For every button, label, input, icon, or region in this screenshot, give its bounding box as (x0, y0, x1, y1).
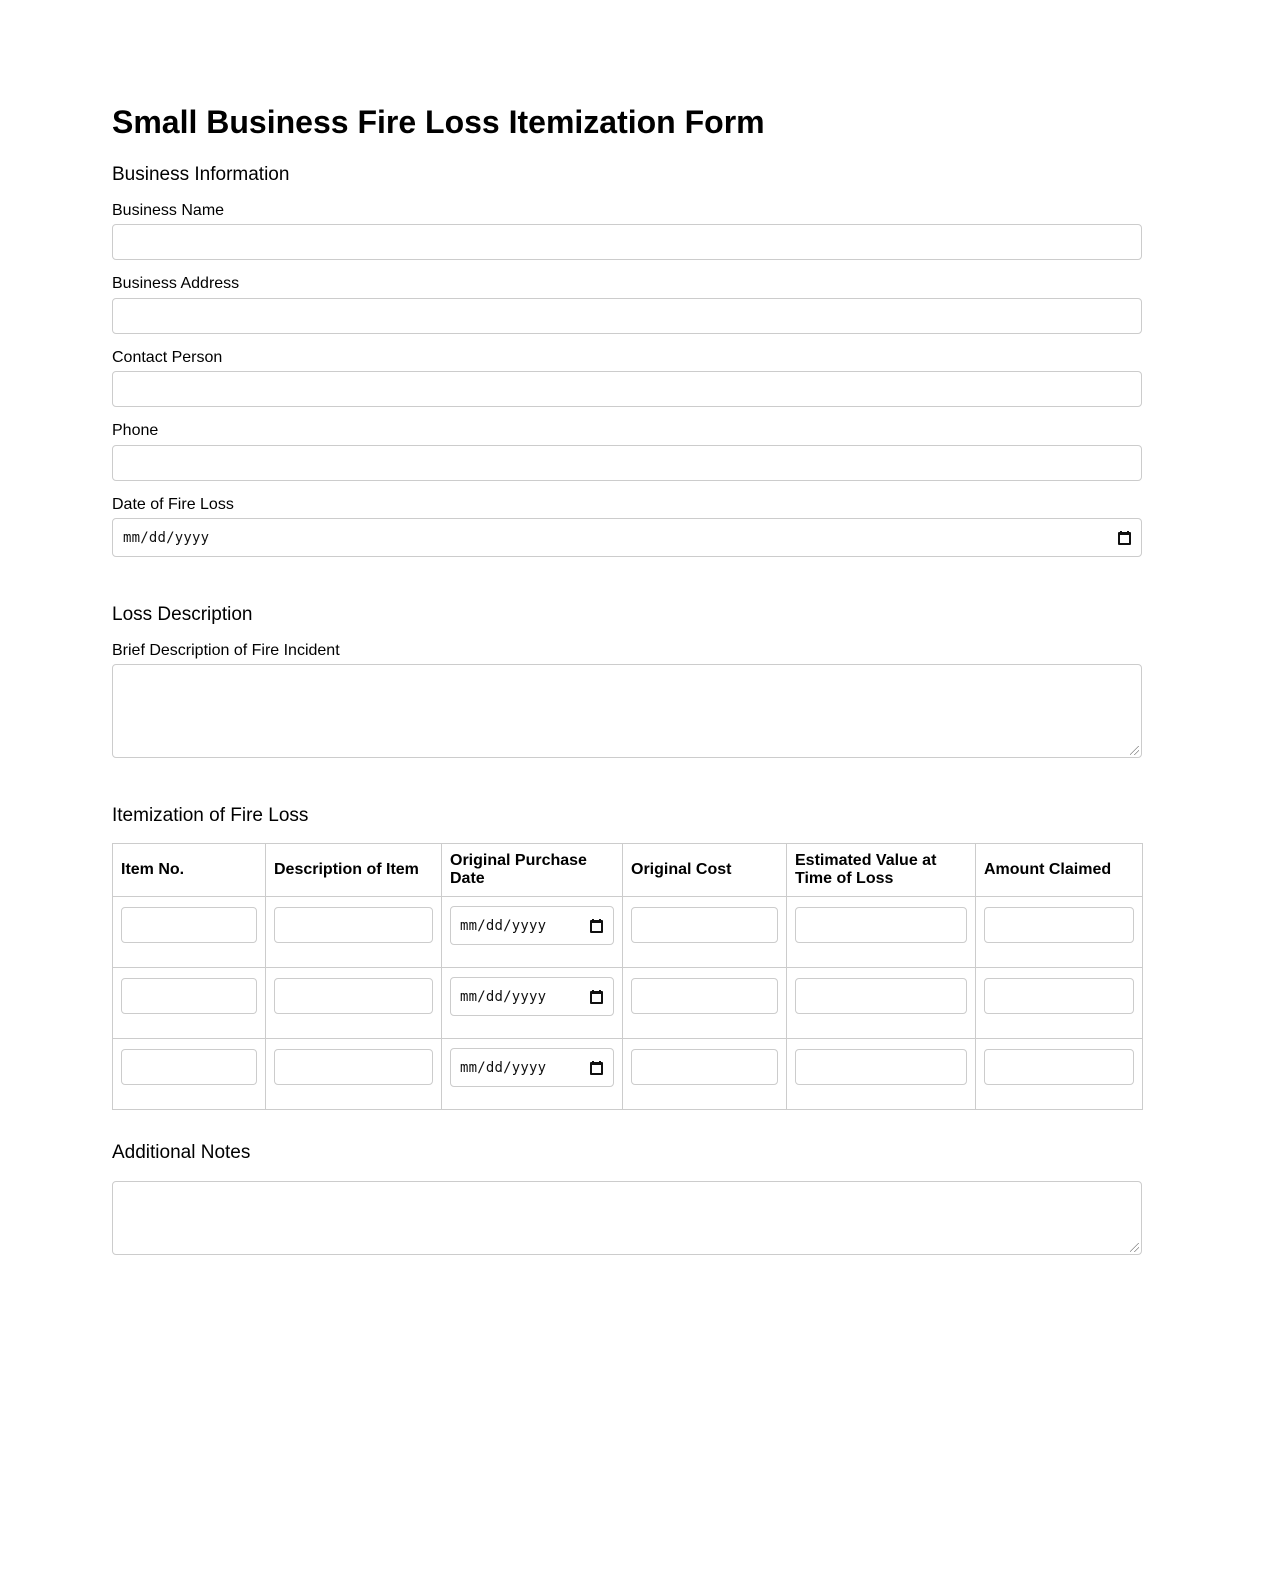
page-title: Small Business Fire Loss Itemization Form (112, 104, 765, 140)
amount-claimed-input[interactable] (984, 1049, 1134, 1085)
item-description-input[interactable] (274, 978, 433, 1014)
original-cost-input[interactable] (631, 1049, 778, 1085)
column-header-estimated-value: Estimated Value at Time of Loss (787, 844, 976, 897)
phone-label: Phone (112, 422, 159, 439)
section-business-information: Business Information (112, 164, 290, 185)
date-placeholder: mm/dd/yyyy (123, 529, 210, 546)
column-header-original-cost: Original Cost (623, 844, 787, 897)
column-header-purchase-date: Original Purchase Date (442, 844, 623, 897)
contact-person-input[interactable] (112, 371, 1142, 407)
item-no-input[interactable] (121, 978, 257, 1014)
table-header-row (113, 844, 1143, 897)
business-address-label: Business Address (112, 275, 240, 292)
date-placeholder: mm/dd/yyyy (460, 988, 547, 1005)
date-of-fire-loss-label: Date of Fire Loss (112, 496, 234, 513)
amount-claimed-input[interactable] (984, 978, 1134, 1014)
section-additional-notes: Additional Notes (112, 1142, 251, 1163)
column-header-item-no: Item No. (113, 844, 266, 897)
estimated-value-input[interactable] (795, 907, 967, 943)
original-cost-input[interactable] (631, 978, 778, 1014)
business-name-label: Business Name (112, 202, 225, 219)
calendar-icon[interactable] (590, 1061, 603, 1075)
phone-input[interactable] (112, 445, 1142, 481)
resize-handle-icon[interactable] (1130, 1243, 1139, 1252)
item-description-input[interactable] (274, 1049, 433, 1085)
calendar-icon[interactable] (1118, 531, 1131, 545)
item-description-input[interactable] (274, 907, 433, 943)
fire-incident-description-label: Brief Description of Fire Incident (112, 642, 340, 659)
amount-claimed-input[interactable] (984, 907, 1134, 943)
additional-notes-textarea[interactable] (112, 1181, 1142, 1255)
purchase-date-input[interactable] (450, 977, 614, 1016)
item-no-input[interactable] (121, 1049, 257, 1085)
date-placeholder: mm/dd/yyyy (460, 1059, 547, 1076)
business-address-input[interactable] (112, 298, 1142, 334)
calendar-icon[interactable] (590, 990, 603, 1004)
purchase-date-input[interactable] (450, 1048, 614, 1087)
item-no-input[interactable] (121, 907, 257, 943)
date-placeholder: mm/dd/yyyy (460, 917, 547, 934)
estimated-value-input[interactable] (795, 978, 967, 1014)
itemization-table (112, 843, 1143, 1110)
contact-person-label: Contact Person (112, 349, 223, 366)
table-row (113, 897, 1143, 968)
fire-incident-description-textarea[interactable] (112, 664, 1142, 758)
original-cost-input[interactable] (631, 907, 778, 943)
resize-handle-icon[interactable] (1130, 746, 1139, 755)
estimated-value-input[interactable] (795, 1049, 967, 1085)
table-row (113, 968, 1143, 1039)
column-header-description: Description of Item (266, 844, 442, 897)
column-header-amount-claimed: Amount Claimed (976, 844, 1143, 897)
table-row (113, 1039, 1143, 1110)
section-itemization: Itemization of Fire Loss (112, 805, 309, 826)
date-of-fire-loss-input[interactable] (112, 518, 1142, 557)
purchase-date-input[interactable] (450, 906, 614, 945)
section-loss-description: Loss Description (112, 604, 253, 625)
business-name-input[interactable] (112, 224, 1142, 260)
calendar-icon[interactable] (590, 919, 603, 933)
